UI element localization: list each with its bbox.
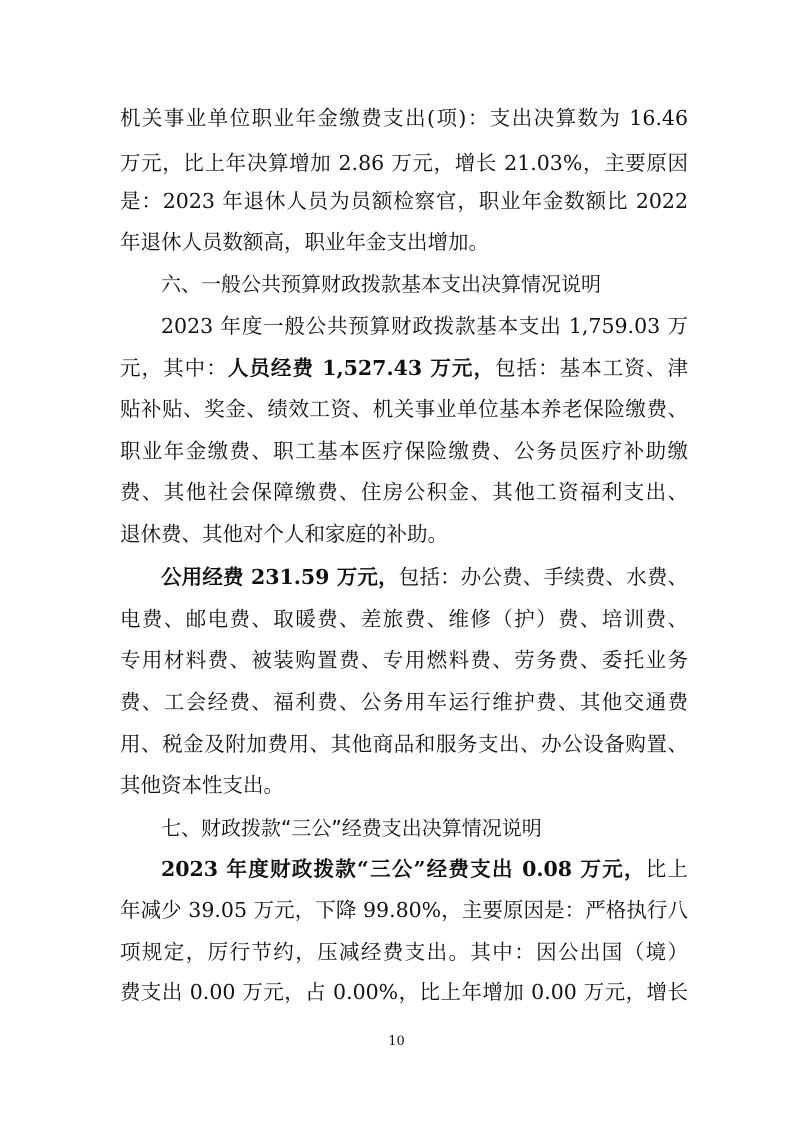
lead-suffix: 比上 [645,857,688,881]
section-seven-lead-line [161,849,688,889]
section-six-intro-line: 2023 年度一般公共预算财政拨款基本支出 1,759.03 万 [161,314,688,338]
paragraph-line: 职业年金缴费、职工基本医疗保险缴费、公务员医疗补助缴 [120,439,688,463]
paragraph-line: 电费、邮电费、取暖费、差旅费、维修（护）费、培训费、 [120,607,688,631]
public-expense-label: 公用经费 231.59 万元， [161,565,399,589]
paragraph-line: 费、工会经费、福利费、公务用车运行维护费、其他交通费 [120,690,688,714]
paragraph-line: 项规定，厉行节约，压减经费支出。其中：因公出国（境） [120,940,688,964]
paragraph-line: 机关事业单位职业年金缴费支出(项)：支出决算数为 16.46 [120,106,688,130]
paragraph-line: 费支出 0.00 万元，占 0.00%，比上年增加 0.00 万元，增长 [120,980,688,1004]
paragraph-line: 费、其他社会保障缴费、住房公积金、其他工资福利支出、 [120,480,688,504]
three-public-expense-label: 2023 年度财政拨款“三公”经费支出 0.08 万元， [161,857,646,881]
section-six-heading: 六、一般公共预算财政拨款基本支出决算情况说明 [161,272,601,296]
paragraph-line: 其他资本性支出。 [120,773,284,797]
public-expense-suffix: 包括：办公费、手续费、水费、 [398,565,688,589]
personnel-expense-label: 人员经费 1,527.43 万元， [227,356,495,380]
paragraph-line: 贴补贴、奖金、绩效工资、机关事业单位基本养老保险缴费、 [120,397,688,421]
paragraph-line: 是：2023 年退休人员为员额检察官，职业年金数额比 2022 [120,189,688,213]
paragraph-line: 万元，比上年决算增加 2.86 万元，增长 21.03%，主要原因 [120,151,688,175]
page-number: 10 [388,1034,405,1049]
section-seven-heading: 七、财政拨款“三公”经费支出决算情况说明 [161,816,542,840]
paragraph-line: 专用材料费、被装购置费、专用燃料费、劳务费、委托业务 [120,648,688,672]
intro-suffix: 包括：基本工资、津 [495,356,688,380]
public-expense-line [161,557,688,597]
intro-prefix: 元，其中： [120,356,228,380]
section-six-intro-line [120,348,688,388]
paragraph-line: 退休费、其他对个人和家庭的补助。 [120,522,448,546]
paragraph-line: 年减少 39.05 万元，下降 99.80%，主要原因是：严格执行八 [120,898,688,922]
paragraph-line: 年退休人员数额高，职业年金支出增加。 [120,230,489,254]
paragraph-line: 用、税金及附加费用、其他商品和服务支出、办公设备购置、 [120,732,688,756]
